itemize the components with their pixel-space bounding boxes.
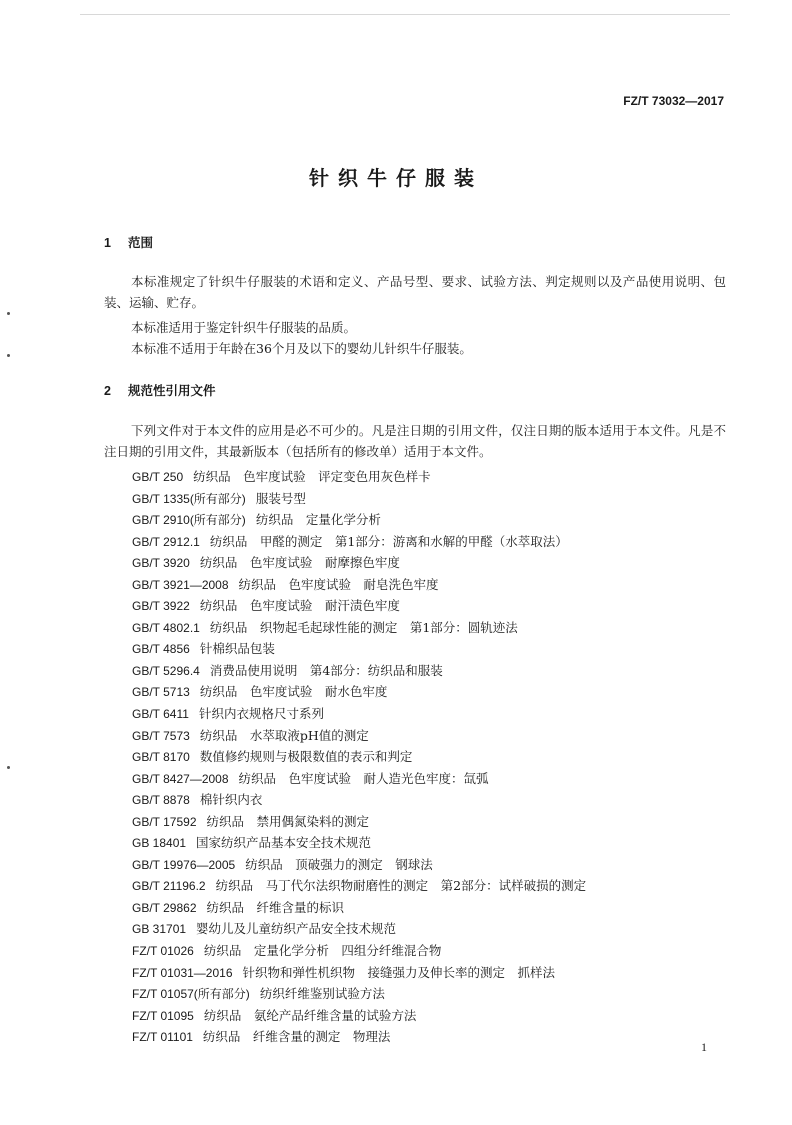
reference-title: 纺织品 水萃取液pH值的测定 [199, 727, 369, 743]
reference-title: 纺织品 色牢度试验 耐汗渍色牢度 [199, 598, 400, 614]
section-heading-normative-references [104, 381, 216, 399]
reference-title: 纺织品 色牢度试验 耐水色牢度 [199, 684, 388, 700]
reference-item [132, 703, 586, 725]
reference-title: 纺织品 色牢度试验 耐摩擦色牢度 [199, 555, 400, 571]
section-heading-scope [104, 233, 153, 251]
reference-item [132, 1005, 586, 1027]
reference-item [132, 875, 586, 897]
margin-speck [7, 354, 10, 357]
reference-title: 纺织品 色牢度试验 评定变色用灰色样卡 [193, 469, 431, 484]
scope-paragraph-1: 本标准规定了针织牛仔服装的术语和定义、产品号型、要求、试验方法、判定规则以及产品使用说明、包装、运输、贮存。 [104, 274, 726, 310]
reference-title: 数值修约规则与极限数值的表示和判定 [199, 749, 413, 765]
reference-item [132, 574, 586, 596]
scope-paragraph-2: 本标准适用于鉴定针织牛仔服装的品质。 [131, 320, 357, 335]
reference-item [132, 681, 586, 703]
reference-item [132, 638, 586, 660]
reference-title: 纺织品 纤维含量的标识 [206, 899, 345, 915]
reference-item [132, 725, 586, 747]
reference-code: GB 31701 [132, 922, 187, 937]
reference-code: FZ/T 01031—2016 [132, 965, 233, 980]
reference-code: GB 18401 [132, 836, 187, 851]
reference-code: GB/T 2910(所有部分) [132, 513, 246, 528]
reference-title: 针棉织品包装 [199, 641, 275, 657]
references-intro: 下列文件对于本文件的应用是必不可少的。凡是注日期的引用文件，仅注日期的版本适用于本文件。凡是不注日期的引用文件，其最新版本（包括所有的修改单）适用于本文件。 [104, 423, 726, 459]
reference-item [132, 617, 586, 639]
reference-item [132, 983, 586, 1005]
reference-item [132, 746, 586, 768]
reference-title: 纺织品 织物起毛起球性能的测定 第1部分：圆轨迹法 [209, 619, 518, 635]
reference-code: GB/T 3921—2008 [132, 577, 229, 592]
reference-code: GB/T 29862 [132, 900, 197, 915]
reference-title: 纺织品 禁用偶氮染料的测定 [206, 813, 370, 829]
reference-code: GB/T 2912.1 [132, 534, 200, 549]
reference-title: 棉针织内衣 [199, 792, 263, 808]
reference-code: GB/T 5713 [132, 685, 190, 700]
reference-title: 纺织品 顶破强力的测定 钢球法 [245, 856, 433, 872]
reference-code: GB/T 19976—2005 [132, 857, 236, 872]
reference-code: GB/T 5296.4 [132, 663, 200, 678]
reference-code: GB/T 4802.1 [132, 620, 200, 635]
reference-code: GB/T 7573 [132, 728, 190, 743]
reference-item [132, 854, 586, 876]
reference-title: 纺织品 色牢度试验 耐皂洗色牢度 [238, 576, 439, 592]
page-number: 1 [701, 1040, 707, 1054]
reference-title: 纺织品 甲醛的测定 第1部分：游离和水解的甲醛（水萃取法） [209, 533, 568, 549]
document-title: 针织牛仔服装 [309, 166, 483, 190]
reference-item [132, 466, 586, 488]
reference-item [132, 811, 586, 833]
reference-code: GB/T 17592 [132, 814, 197, 829]
reference-item [132, 940, 586, 962]
reference-item [132, 531, 586, 553]
reference-title: 国家纺织产品基本安全技术规范 [196, 835, 372, 851]
reference-code: GB/T 21196.2 [132, 879, 206, 894]
reference-item [132, 595, 586, 617]
reference-code: GB/T 1335(所有部分) [132, 491, 246, 506]
reference-list [132, 466, 586, 1048]
reference-title: 纺织品 氨纶产品纤维含量的试验方法 [203, 1007, 417, 1023]
reference-title: 纺织品 定量化学分析 四组分纤维混合物 [203, 943, 442, 959]
reference-code: FZ/T 01101 [132, 1030, 193, 1045]
section-number: 1 [104, 236, 111, 250]
reference-item [132, 897, 586, 919]
reference-title: 纺织品 马丁代尔法织物耐磨性的测定 第2部分：试样破损的测定 [215, 878, 587, 894]
reference-code: GB/T 8427—2008 [132, 771, 229, 786]
reference-item [132, 832, 586, 854]
reference-title: 纺织品 定量化学分析 [255, 512, 381, 528]
reference-title: 消费品使用说明 第4部分：纺织品和服装 [209, 662, 443, 678]
margin-speck [7, 766, 10, 769]
reference-code: GB/T 3920 [132, 556, 190, 571]
scope-paragraph-3: 本标准不适用于年龄在36个月及以下的婴幼儿针织牛仔服装。 [131, 341, 472, 356]
reference-code: FZ/T 01057(所有部分) [132, 987, 250, 1002]
reference-item [132, 660, 586, 682]
reference-item [132, 1026, 586, 1048]
section-title: 范围 [128, 235, 154, 250]
reference-item [132, 918, 586, 940]
reference-code: GB/T 250 [132, 470, 184, 484]
reference-title: 针织物和弹性机织物 接缝强力及伸长率的测定 抓样法 [242, 964, 556, 980]
section-number: 2 [104, 384, 111, 398]
reference-code: GB/T 3922 [132, 599, 190, 614]
reference-title: 纺织品 色牢度试验 耐人造光色牢度：氙弧 [238, 770, 489, 786]
reference-code: FZ/T 01095 [132, 1008, 194, 1023]
reference-title: 纺织纤维鉴别试验方法 [259, 986, 385, 1002]
reference-title: 婴幼儿及儿童纺织产品安全技术规范 [196, 921, 397, 937]
reference-item [132, 488, 586, 510]
reference-code: GB/T 8878 [132, 793, 190, 808]
reference-code: GB/T 8170 [132, 750, 190, 765]
reference-code: FZ/T 01026 [132, 944, 194, 959]
reference-title: 服装号型 [255, 490, 306, 506]
section-title: 规范性引用文件 [128, 383, 216, 398]
reference-code: GB/T 4856 [132, 642, 190, 657]
margin-speck [7, 312, 10, 315]
reference-item [132, 552, 586, 574]
top-scan-edge [80, 14, 730, 15]
reference-item [132, 962, 586, 984]
reference-title: 针织内衣规格尺寸系列 [198, 706, 324, 722]
reference-item [132, 789, 586, 811]
standard-code: FZ/T 73032—2017 [623, 94, 724, 108]
reference-code: GB/T 6411 [132, 707, 189, 722]
reference-item [132, 509, 586, 531]
reference-item [132, 768, 586, 790]
reference-title: 纺织品 纤维含量的测定 物理法 [202, 1029, 391, 1045]
